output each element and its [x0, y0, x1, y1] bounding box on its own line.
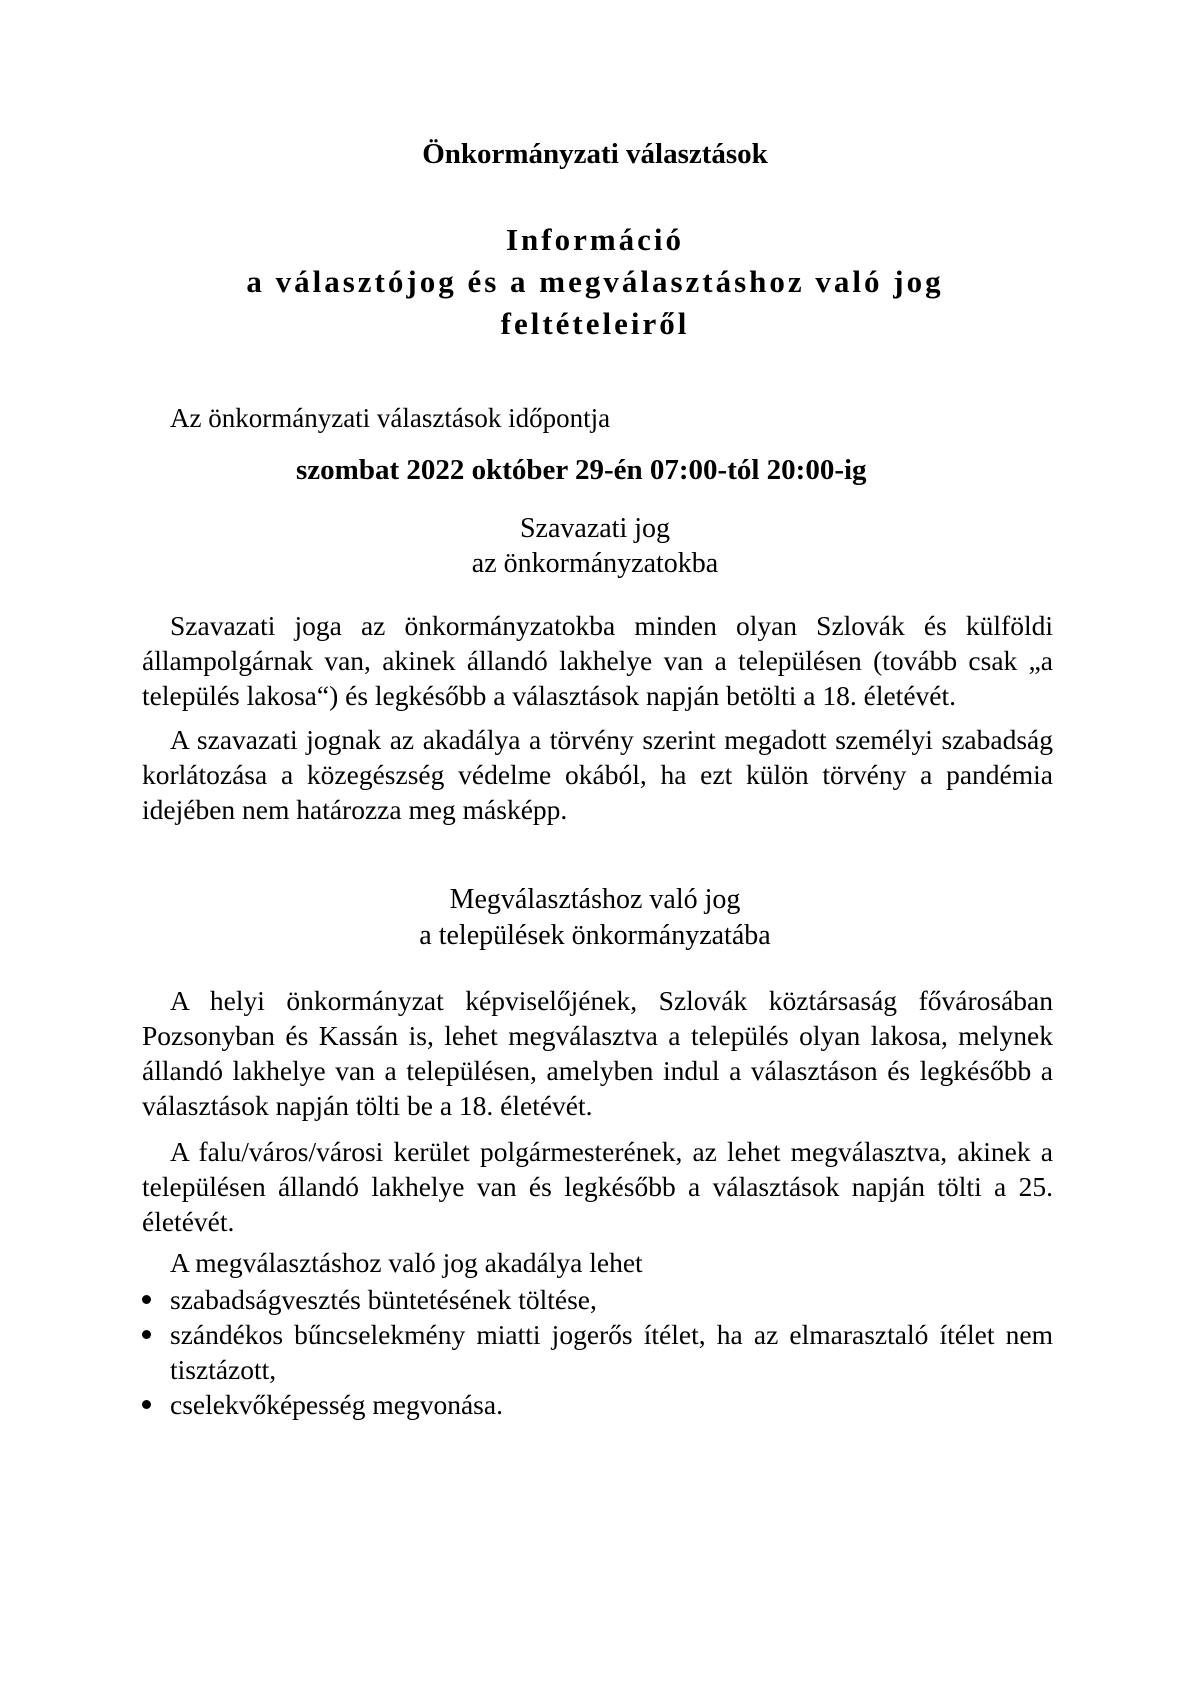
list-item-text: szabadságvesztés büntetésének töltése,	[170, 1284, 597, 1315]
election-date-intro: Az önkormányzati választások időpontja	[170, 403, 611, 433]
obstacles-intro: A megválasztáshoz való jog akadálya lehet	[170, 1247, 643, 1278]
election-date: szombat 2022 október 29-én 07:00-tól 20:00-ig	[296, 454, 867, 486]
voting-right-paragraph-1: Szavazati joga az önkormányzatokba minden olyan Szlovák és külföldi állampolgárnak van, akinek állandó lakhelye van a településen (tovább csak „a település lakosa“) és legkésőbb a választások napján betölti a 18. életévét.	[142, 610, 1053, 711]
title-line-1: Információ	[505, 222, 685, 257]
bullet-icon	[142, 1400, 151, 1409]
list-item	[142, 1317, 1053, 1387]
bullet-icon	[142, 1295, 151, 1304]
list-item	[142, 1387, 1053, 1422]
bullet-icon	[142, 1330, 151, 1339]
voting-right-paragraph-2: A szavazati jognak az akadálya a törvény szerint megadott személyi szabadság korlátozása a közegészség védelme okából, ha ezt külön törvény a pandémia idejében nem határozza meg másképp.	[142, 724, 1053, 825]
title-line-3: feltételeiről	[500, 306, 690, 341]
document-supertitle: Önkormányzati választások	[422, 138, 768, 170]
eligibility-heading-line-1: Megválasztáshoz való jog	[449, 884, 741, 915]
eligibility-paragraph-2: A falu/város/városi kerület polgármesterének, az lehet megválasztva, akinek a településen állandó lakhelye van és legkésőbb a választások napján tölti a 25. életévét.	[142, 1136, 1053, 1237]
list-item-text: szándékos bűncselekmény miatti jogerős ítélet, ha az elmarasztaló ítélet nem tisztázott,	[170, 1319, 1053, 1385]
list-item	[142, 1282, 1053, 1317]
list-item-text: cselekvőképesség megvonása.	[170, 1389, 503, 1420]
eligibility-paragraph-1: A helyi önkormányzat képviselőjének, Szlovák köztársaság fővárosában Pozsonyban és Kassán is, lehet megválasztva a település olyan lakosa, melynek állandó lakhelye van a településen, amelyben indul a választáson és legkésőbb a választások napján tölti be a 18. életévét.	[142, 985, 1053, 1121]
obstacles-list	[142, 1282, 1053, 1422]
eligibility-heading-line-2: a települések önkormányzatába	[419, 920, 771, 951]
voting-right-heading-line-1: Szavazati jog	[519, 513, 671, 544]
title-line-2: a választójog és a megválasztáshoz való jog	[246, 264, 944, 299]
voting-right-heading-line-2: az önkormányzatokba	[471, 548, 719, 579]
